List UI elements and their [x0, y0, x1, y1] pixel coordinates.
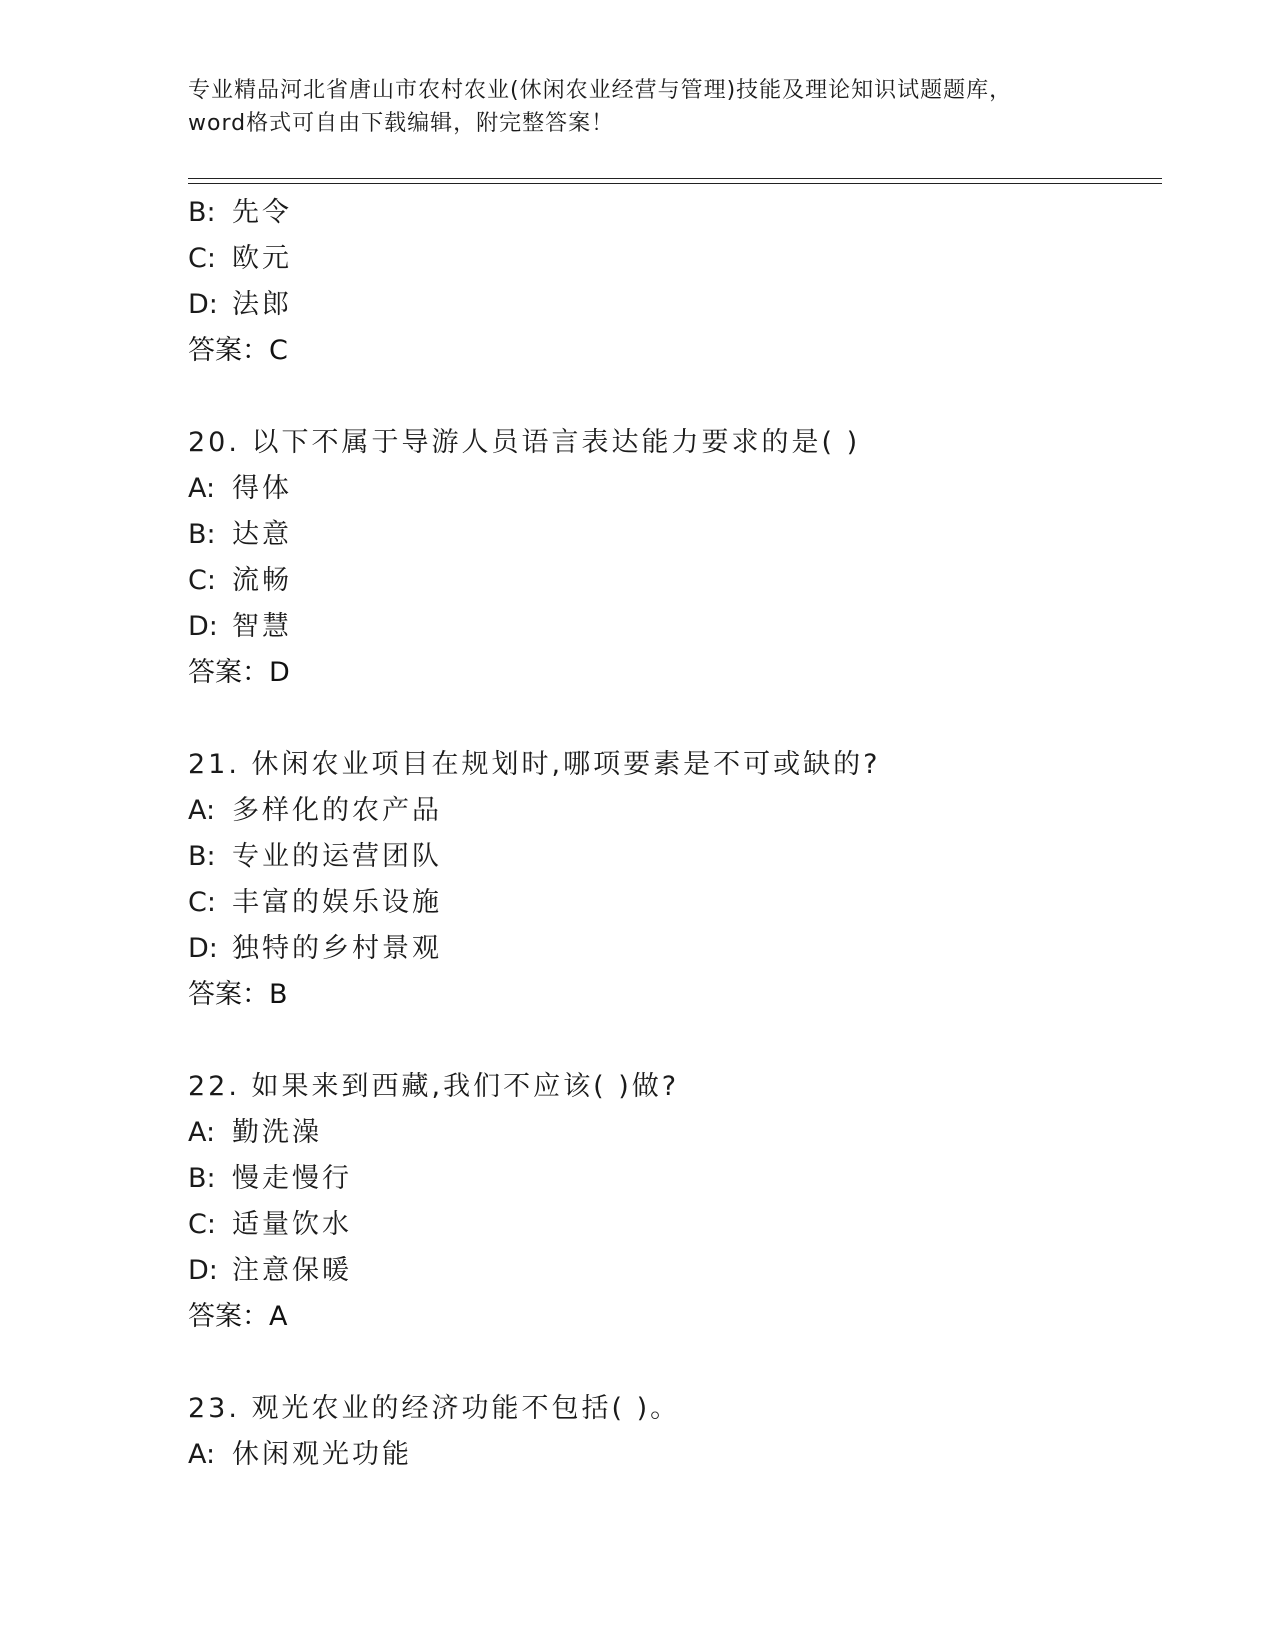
option-text: 适量饮水	[232, 1209, 352, 1240]
question-text: 23. 观光农业的经济功能不包括( )。	[188, 1393, 681, 1424]
option-text: 丰富的娱乐设施	[232, 887, 442, 918]
option-text: 先令	[232, 197, 292, 228]
option-text: 达意	[232, 519, 292, 550]
option-text: 欧元	[232, 243, 292, 274]
option-label: B:	[188, 1163, 216, 1194]
option-label: A:	[188, 1439, 216, 1470]
answer-prefix: 答案：	[188, 979, 269, 1010]
document-header	[188, 74, 1088, 140]
answer-prefix: 答案：	[188, 657, 269, 688]
question-list	[188, 190, 1162, 1478]
answer-line	[188, 650, 1162, 696]
option-text: 勤洗澡	[232, 1117, 322, 1148]
option-text: 独特的乡村景观	[232, 933, 442, 964]
option-b	[188, 834, 1162, 880]
option-label: C:	[188, 1209, 216, 1240]
option-text: 流畅	[232, 565, 292, 596]
question-block-21	[188, 742, 1162, 1018]
option-label: B:	[188, 197, 216, 228]
option-label: C:	[188, 243, 216, 274]
option-text: 法郎	[232, 289, 292, 320]
option-b	[188, 190, 1162, 236]
option-a	[188, 788, 1162, 834]
option-text: 专业的运营团队	[232, 841, 442, 872]
option-d	[188, 604, 1162, 650]
answer-prefix: 答案：	[188, 1301, 269, 1332]
option-label: C:	[188, 565, 216, 596]
question-text: 20. 以下不属于导游人员语言表达能力要求的是( )	[188, 427, 861, 458]
option-text: 得体	[232, 473, 292, 504]
question-block-20	[188, 420, 1162, 696]
option-a	[188, 1110, 1162, 1156]
question-block-partial	[188, 190, 1162, 374]
option-text: 休闲观光功能	[232, 1439, 412, 1470]
question-block-22	[188, 1064, 1162, 1340]
option-a	[188, 466, 1162, 512]
option-text: 智慧	[232, 611, 292, 642]
header-divider-bottom	[188, 183, 1162, 184]
answer-value: A	[269, 1301, 288, 1332]
option-label: D:	[188, 611, 218, 642]
option-label: A:	[188, 795, 216, 826]
header-line-2: word格式可自由下载编辑，附完整答案！	[188, 111, 615, 136]
option-d	[188, 1248, 1162, 1294]
header-divider-top	[188, 178, 1162, 179]
option-a	[188, 1432, 1162, 1478]
option-c	[188, 1202, 1162, 1248]
answer-line	[188, 972, 1162, 1018]
answer-value: B	[269, 979, 288, 1010]
question-text: 22. 如果来到西藏,我们不应该( )做?	[188, 1071, 680, 1102]
header-line-1: 专业精品河北省唐山市农村农业(休闲农业经营与管理)技能及理论知识试题题库，	[188, 78, 1013, 103]
option-label: A:	[188, 1117, 216, 1148]
option-d	[188, 926, 1162, 972]
option-text: 注意保暖	[232, 1255, 352, 1286]
option-b	[188, 1156, 1162, 1202]
option-c	[188, 236, 1162, 282]
option-text: 多样化的农产品	[232, 795, 442, 826]
option-b	[188, 512, 1162, 558]
answer-prefix: 答案：	[188, 335, 269, 366]
option-label: D:	[188, 289, 218, 320]
option-label: B:	[188, 841, 216, 872]
answer-value: C	[269, 335, 288, 366]
option-label: A:	[188, 473, 216, 504]
option-label: C:	[188, 887, 216, 918]
option-label: D:	[188, 933, 218, 964]
option-c	[188, 880, 1162, 926]
option-d	[188, 282, 1162, 328]
question-block-23	[188, 1386, 1162, 1478]
answer-line	[188, 328, 1162, 374]
question-text: 21. 休闲农业项目在规划时,哪项要素是不可或缺的?	[188, 749, 881, 780]
option-text: 慢走慢行	[232, 1163, 352, 1194]
option-label: D:	[188, 1255, 218, 1286]
answer-line	[188, 1294, 1162, 1340]
answer-value: D	[269, 657, 290, 688]
option-label: B:	[188, 519, 216, 550]
option-c	[188, 558, 1162, 604]
